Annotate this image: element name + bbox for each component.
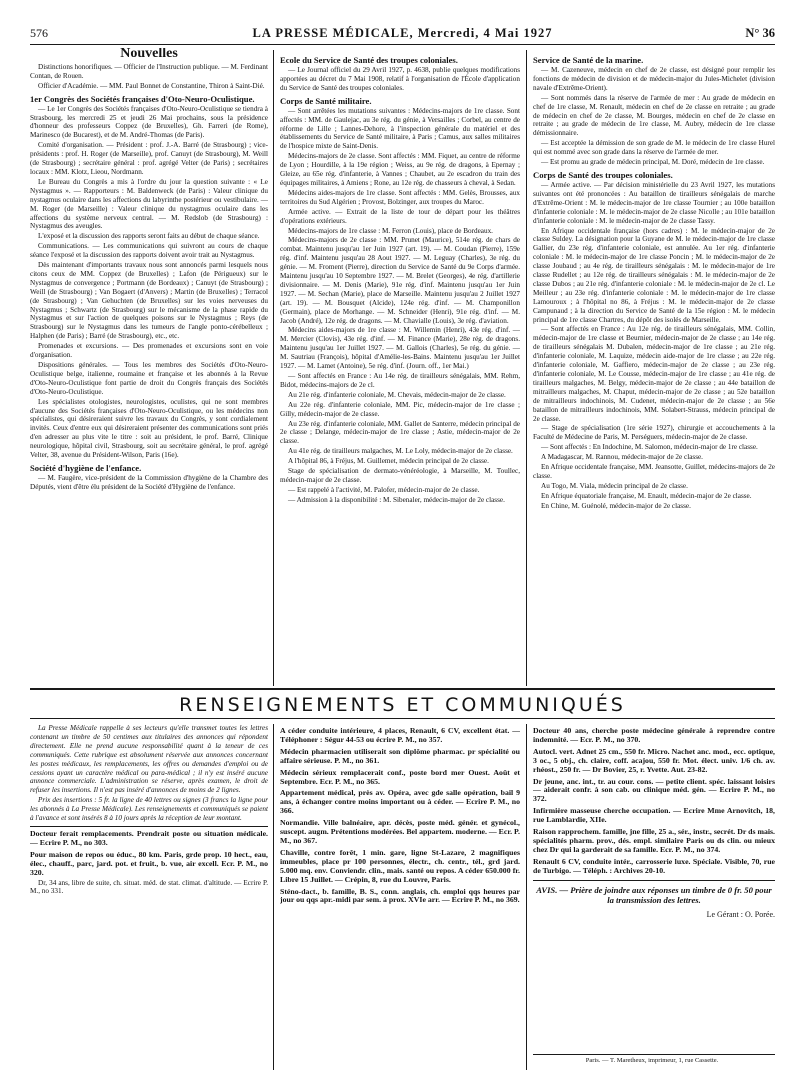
renseignements-column-1 [30,724,268,1070]
marine-paragraph: — M. Cazeneuve, médecin en chef de 2e classe, est désigné pour remplir les fonctions de médecin de division et de médecin-major du Jules-Michelet (division navale d'Extrême-Orient). [533,66,775,92]
column-marine-coloniales [533,52,775,688]
classified-ad: Médecin sérieux remplacerait conf., poste bord mer Ouest. Août et Septembre. Ecr. P. M., no 365. [280,767,520,786]
column-nouvelles [30,48,268,688]
classified-ad: Infirmière masseuse cherche occupation. — Ecrire Mme Arnovitch, 18, rue Lamblardie, XIIe. [533,806,775,825]
avis-notice: AVIS. — Prière de joindre aux réponses un timbre de 0 fr. 50 pour la transmission des lettres. [536,884,772,905]
section-rule [30,688,775,690]
corps-paragraph: Médecins-majors de 1re classe : M. Ferron (Louis), place de Bordeaux. [288,226,493,235]
issue-number: N° 36 [745,26,775,40]
column-divider [273,724,274,1070]
coloniales-heading: Corps de Santé des troupes coloniales. [533,169,673,180]
hygiene-heading: Société d'hygiène de l'enfance. [30,462,142,473]
corps-paragraph: — Est rappelé à l'activité, M. Palofer, médecin-major de 2e classe. [288,485,480,494]
classified-ad: Normandie. Ville balnéaire, apr. décès, poste méd. génér. et gynécol., suscept. augm. Prétentions modérées. Bel appartem. moderne. — Ecr. P. M., no 367. [280,818,520,845]
classified-ad: Autocl. vert. Adnet 25 cm., 550 fr. Micro. Nachet anc. mod., ecc. optique, 3 oc., 5 obj., ch. claire, coff. acajou, 550 fr. Mot. élect. univ. 1/6 ch. av. rhéost., 250 fr. — Dr Bovier, 25, r. Yvette. Aut. 23-82. [533,746,775,774]
classified-ad: Renault 6 CV, conduite intér., carrosserie luxe. Spéciale. Visible, 70, rue de Turbigo. — Téléph. : Archives 20-10. [533,856,775,875]
corps-paragraph: Au 21e rég. d'infanterie coloniale, M. Chevais, médecin-major de 2e classe. [288,390,506,399]
corps-paragraph: A l'hôpital 86, à Fréjus, M. Guillemet, médecin principal de 2e classe. [288,457,489,466]
distinctions-text: Distinctions honorifiques. — Officier de l'Instruction publique. — M. Ferdinant Contan, de Rouen. [30,62,268,80]
renseignements-column-2 [280,724,520,1070]
corps-paragraph: Médecins aides-majors de 1re classe. Sont affectés : MM. Gelès, Brousses, aux territoires du Sud Algérien ; Provost, Bolzinger, aux troupes du Maroc. [280,188,520,206]
classified-ad: Docteur 40 ans, cherche poste médecine générale à reprendre contre indemnité. — Ecr. P. M., no 370. [533,726,775,744]
corps-paragraph: Armée active. — Extrait de la liste de tour de départ pour les théâtres d'opérations extérieurs. [280,207,520,225]
coloniales-paragraph: — Armée active. — Par décision ministérielle du 23 Avril 1927, les mutations suivantes ont été prononcées : Au bataillon de tirailleurs sénégalais de marche d'Extrême-Orient : M. le médecin-major de 1re classe Tournier ; au 100e bataillon d'infanterie coloniale : M. le médecin-major de 2e classe Nicolle ; au 101e bataillon d'infanterie coloniale : M. le médecin-major de 2e classe Tassy. [533,180,775,225]
corps-paragraph: Au 41e rég. de tirailleurs malgaches, M. Le Loly, médecin-major de 2e classe. [288,447,513,456]
corps-paragraph: Médecins-majors de 2e classe. Sont affectés : MM. Fiquet, au centre de réforme de Lyon ; Hourdille, à la 19e région ; Weiss, au 9e rég. de dragons, à Epernay ; Gleize, au 65e rég. d'infanterie, à Vannes ; Chaubet, au 2e escadron du train des équipages militaires, à Amiens ; Rone, au 12e rég. de chasseurs à cheval, à Sedan. [280,152,520,187]
congres-paragraph: Le Bureau du Congrès a mis à l'ordre du jour la question suivante : « Le Nystagmus ». — Rapporteurs : M. Baldenweck (de Paris) : Valeur clinique du nystagmus oculaire dans les affections du labyrinthe postérieur ou vestibulaire. — M. Roger (de Marseille) : Valeur clinique du nystagmus oculaire dans les affections du système nerveux central. — M. Redslob (de Strasbourg) : Nystagmus des aveugles. [30,177,268,231]
corps-paragraph: — Sont arrêtées les mutations suivantes : Médecins-majors de 1re classe. Sont affectés : MM. de Gaulejac, au 3e rég. du génie, à Versailles ; Corbel, au centre de réforme de Lille ; Lannes-Dehore, à l'inspection générale du matériel et des établissements du Service de Santé militaire, à Paris ; Camus, aux salles militaires de l'hospice mixte de Saint-Denis. [280,106,520,151]
section-title-nouvelles: Nouvelles [120,48,178,61]
classified-ad: Sténo-dact., b. famille, B. S., conn. anglais, ch. emploi qqs heures par jour ou qqs apr.-midi par sem. à prox. XVIe arr. — Ecrire P. M., no 369. [280,886,520,905]
classified-ad: Dr jeune, anc. int., tr. au cour. cons. — petite client. spéc. laissant loisirs — aiderait confr. à son cab. ou clinique méd. gén. — Ecrire P. M., no 372. [533,776,775,804]
column-divider [526,724,527,1070]
coloniales-paragraph: En Afrique occidentale française, MM. Jeansotte, Guillet, médecins-majors de 2e classe. [533,463,775,480]
corps-militaire-heading: Corps de Santé militaire. [280,95,372,106]
section-rule [30,718,775,719]
corps-paragraph: Stage de spécialisation de dermato-vénéréologie, à Marseille, M. Toullec, médecin-major de 2e classe. [280,467,520,484]
header-rule [30,44,775,45]
classified-ad: Médecin pharmacien utiliserait son diplôme pharmac. pr spécialité ou affaire sérieuse. P. M., no 361. [280,746,520,765]
classified-ad: A céder conduite intérieure, 4 places, Renault, 6 CV, excellent état. — Téléphoner : Ségur 44-53 ou écrire P. M., no 357. [280,726,520,744]
column-sante-militaire [280,52,520,688]
classified-ad: Dr, 34 ans, libre de suite, ch. situat. méd. de stat. climat. d'altitude. — Ecrire P. M., no 331. [30,878,268,896]
coloniales-paragraph: — Sont affectés : En Indochine, M. Salomon, médecin-major de 1re classe. [541,443,758,452]
marine-paragraph: — Est promu au grade de médecin principal, M. Doré, médecin de 1re classe. [541,158,765,167]
renseignements-prix: Prix des insertions : 5 fr. la ligne de 40 lettres ou signes (3 francs la ligne pour les abonnés à La Presse Médicale). Les renseignements et communiqués se paient à l'avance et sont insérés 8 à 10 jours après la réception de leur montant. [30,796,268,823]
gerant-signature: Le Gérant : O. Porée. [706,909,775,919]
congres-paragraph: Promenades et excursions. — Des promenades et excursions sont en voie d'organisation. [30,342,268,360]
corps-paragraph: — Admission à la disponibilité : M. Sibenaler, médecin-major de 2e classe. [288,495,505,504]
classified-ad: Appartement médical, près av. Opéra, avec gde salle opération, bail 9 ans, à échanger contre moins important ou à céder. — Ecrire P. M., no 366. [280,788,520,816]
renseignements-title: RENSEIGNEMENTS ET COMMUNIQUÉS [179,694,626,716]
avis-rule [533,880,775,881]
coloniales-paragraph: — Sont affectés en France : Au 12e rég. de tirailleurs sénégalais, MM. Collin, médecin-major de 1re classe et Beurnier, médecin-major de 2e classe ; au 14e rég. de tirailleurs sénégalais M. Dubalen, médecin-major de 1re classe ; au 21e rég. d'infanterie coloniale, M. Laquize, médecin aide-major de 1re classe ; au 22e rég. d'infanterie coloniale, M. Gaffiero, médecin-major de 2e classe ; au 23e rég. d'infanterie coloniale, M. Le Cousse, médecin-major de 1re classe ; au 41e rég. de tirailleurs malgaches, M. Belgy, médecin-major de 2e classe ; au 44e bataillon de mitrailleurs malgaches, M. Chaput, médecin-major de 2e classe ; au 52e bataillon de mitrailleurs indochinois, M. Cudenet, médecin-major de 2e classe ; au 56e bataillon de mitrailleurs indochinois, MM. Solabert-Strauss, médecin principal de 2e classe. [533,325,775,423]
corps-paragraph: Au 22e rég. d'infanterie coloniale, MM. Pic, médecin-major de 1re classe ; Gilly, médecin-major de 2e classe. [280,400,520,418]
congres-heading: 1er Congrès des Sociétés françaises d'Oto-Neuro-Oculistique. [30,93,255,104]
renseignements-intro: La Presse Médicale rappelle à ses lecteurs qu'elle transmet toutes les lettres contenant un timbre de 50 centimes aux titulaires des annonces qui répondent directement. Elle ne prend aucune responsabilité quant à la teneur de ces communiqués. Cette rubrique est absolument réservée aux annonces concernant les postes médicaux, les remplacements, les offres ou demandes d'emploi ou de cessions ayant un caractère médical ou para-médical ; il n'y est inséré aucune annonce commerciale. L'administration se réserve, après examen, le droit de refuser les insertions. Il n'est pas inséré d'annonces de moins de 2 lignes. [30,724,268,795]
distinctions-text-2: Officier d'Académie. — MM. Paul Bonnet de Constantine, Thiron à Saint-Dié. [38,81,265,90]
classified-ad: Docteur ferait remplacements. Prendrait poste ou situation médicale. — Ecrire P. M., no 303. [30,828,268,847]
column-divider [526,50,527,686]
marine-heading: Service de Santé de la marine. [533,55,644,65]
imprimeur-line: Paris. — T. Maretheux, imprimeur, 1, rue Cassette. [585,1057,719,1064]
congres-paragraph: Dès maintenant d'importants travaux nous sont annoncés parmi lesquels nous citons ceux de MM. Coppez (de Bruxelles) ; Lafon (de Périgueux) sur le Nystagmus de convergence ; Portmann (de Bordeaux) ; Canuyt (de Strasbourg) ; Weill (de Strasbourg) ; Van Bogaert (d'Anvers) ; Martin (de Bruxelles) ; Terracol (de Strasbourg) ; Van Gehuchten (de Bruxelles) sur les voies nerveuses du Nystagmus ; Schwartz (de Strasbourg) sur le mécanisme de la phase rapide du Nystagmus et sur l'action de quelques poisons sur le Nystagmus ; Reys (de Strasbourg) sur le Nystagmus dans les tumeurs de l'angle ponto-cérébelleux ; Halphen (de Paris) ; Barré (de Strasbourg), etc., etc. [30,261,268,341]
coloniales-paragraph: En Chine, M. Guénolé, médecin-major de 2e classe. [541,501,691,510]
classified-ad: Chaville, contre forêt, 1 min. gare, ligne St-Lazare, 2 magnifiques immeubles, place pr 100 personnes, électr., ch. centr., tél., grd jard. 5.000 mq. env. Conviendr. clin., mais. santé ou repos. A céder 650.000 fr. Libre 15 Juillet. — Crépin, 8, rue du Louvre, Paris. [280,847,520,884]
congres-paragraph: Dispositions générales. — Tous les membres des Sociétés d'Oto-Neuro-Oculistique belge, italienne, roumaine et française et les abonnés à la Revue d'Oto-Neuro-Oculistique font partie de droit du Congrès français des Sociétés d'Oto-Neuro-Oculistique. [30,361,268,396]
ads-rule [30,826,268,827]
page-number: 576 [30,26,48,40]
classified-ad: Pour maison de repos ou éduc., 80 km. Paris, grde prop. 10 hect., eau, élec., chauff., parc, jard. pot. et fruit., b. vue, air excell. Ecr. P. M., no 320. [30,849,268,877]
coloniales-paragraph: A Madagascar, M. Rannou, médecin-major de 2e classe. [541,453,703,462]
corps-paragraph: Médecins aides-majors de 1re classe : M. Willemin (Henri), 43e rég. d'inf. — M. Mercier (Clovis), 43e rég. d'inf. — M. Finance (Marie), 28e rég. de dragons. Maintenu jusqu'au 1er Juillet 1927. — M. Gallois (Charles), 5e rég. du génie. — M. Sautriau (François), hôpital d'Amélie-les-Bains. Maintenu jusqu'au 1er Juillet 1927. — M. Lamet (Antoine), 5e rég. d'inf. (Journ. off., 1er Mai.) [280,326,520,371]
journal-title: LA PRESSE MÉDICALE, Mercredi, 4 Mai 1927 [252,26,553,40]
coloniales-paragraph: Au Togo, M. Viala, médecin principal de 2e classe. [541,481,688,490]
corps-paragraph: — Sont affectés en France : Au 14e rég. de tirailleurs sénégalais, MM. Rehm, Bidot, médecins-majors de 2e cl. [280,372,520,389]
congres-paragraph: Les spécialistes otologistes, neurologistes, oculistes, qui ne sont membres d'aucune des Sociétés françaises d'Oto-Neuro-Oculistique, ou les médecins non spécialistes, qui désireraient suivre les travaux du Congrès, y sont cordialement invités. Ceux d'entre eux qui désireraient présenter des communications sont priés d'en adresser au plus vite le titre : soit au président, le prof. Barré, Clinique neurologique, hôpital civil, Strasbourg, soit au secrétaire général, le prof. agrégé Velter, 38, avenue du Président-Wilson, Paris (16e). [30,397,268,460]
hygiene-text: — M. Faugère, vice-président de la Commission d'hygiène de la Chambre des Députés, vient d'être élu président de la Société d'Hygiène de l'enfance. [30,473,268,491]
coloniales-paragraph: — Stage de spécialisation (1re série 1927), chirurgie et accouchements à la Faculté de Médecine de Paris, M. Perséguers, médecin-major de 2e classe. [533,424,775,442]
congres-paragraph: — Le 1er Congrès des Sociétés françaises d'Oto-Neuro-Oculistique se tiendra à Strasbourg, les mercredi 25 et jeudi 26 Mai prochains, sous la présidence d'honneur des professeurs Coppez (de Bruxelles), Gh. Farreri (de Rome), Marinesco (de Bucarest), et de M. André-Thomas (de Paris). [30,104,268,140]
congres-paragraph: L'exposé et la discussion des rapports seront faits au début de chaque séance. [38,232,260,241]
page-header [30,26,775,42]
coloniales-paragraph: En Afrique occidentale française (hors cadres) : M. le médecin-major de 2e classe Suldey. La désignation pour la Guyane de M. le médecin-major de 1re classe Gallier, du 23e rég. d'infanterie coloniale, est annulée. Au 1er rég. d'infanterie coloniale : M. le médecin-major de 1re classe Poncin ; M. le médecin-major de 2e classe Joubaud ; au 4e rég. de tirailleurs sénégalais : M. le médecin-major de 1re classe Rudellet ; au 12e rég. de tirailleurs sénégalais : M. le médecin-major de 2e classe Dubos ; au 21e rég. d'infanterie coloniale : M. le médecin-major de 2e cl. Le Meilleur ; au 23e rég. d'infanterie coloniale : M. le médecin-major de 1re classe Lamouroux ; à l'hôpital no 86, à Fréjus : M. le médecin-major de 2e classe Campunaud ; à la direction du Service de Santé de la 15e région : M. le médecin principal de 1re classe Chartres, du dépôt des isolés de Marseille. [533,226,775,324]
ecole-heading: Ecole du Service de Santé des troupes coloniales. [280,55,458,65]
imprimeur-rule [533,1054,775,1055]
marine-paragraph: — Est acceptée la démission de son grade de M. le médecin de 1re classe Hurel qui est nommé avec son grade dans la réserve de l'armée de mer. [533,139,775,157]
coloniales-paragraph: En Afrique équatoriale française, M. Enault, médecin-major de 2e classe. [541,491,752,500]
marine-paragraph: — Sont nommés dans la réserve de l'armée de mer : Au grade de médecin en chef de 1re classe, M. Renault, médecin en chef de 2e classe en retraite ; au grade de médecin en chef de 2e classe, M. Bourges, médecin en chef de 2e classe en retraite ; au grade de médecin de 1re classe, M. Aubry, médecin de 1re classe démissionnaire. [533,93,775,138]
congres-paragraph: Communications. — Les communications qui suivront au cours de chaque séance l'exposé et la discussion des rapports doivent avoir trait au Nystagmus. [30,242,268,260]
column-divider [273,50,274,686]
congres-paragraph: Comité d'organisation. — Président : prof. J.-A. Barré (de Strasbourg) ; vice-présidents : prof. H. Roger (de Marseille), prof. Canuyt (de Strasbourg), M. Weill (de Strasbourg) ; secrétaire général : prof. agrégé Velter (de Paris) ; secrétaires locaux : MM. Klotz, Lieou, Nordmann. [30,141,268,176]
corps-paragraph: Au 23e rég. d'infanterie coloniale, MM. Gallet de Santerre, médecin principal de 2e classe ; Delange, médecin-major de 1re classe ; Astie, médecin-major de 2e classe. [280,419,520,446]
corps-paragraph: Médecins-majors de 2e classe : MM. Prunet (Maurice), 514e rég. de chars de combat. Maintenu jusqu'au 1er Juin 1927 (art. 19). — M. Coudan (Pierre), 159e rég. d'inf. Maintenu jusqu'au 28 Aout 1927. — M. Leguay (Charles), 3e rég. du génie. — M. Froment (Pierre), direction du Service de Santé du 9e Corps d'armée. Maintenu jusqu'au 10 Septembre 1927. — M. Brelet (Georges), 4e rég. d'artillerie divisionnaire. — M. Denis (Marie), 91e rég. d'inf. Maintenu jusqu'au 1er Juin 1927. — M. Sechan (Marie), place de Marseille. Maintenu jusqu'au 2 Juillet 1927 (art. 19). — M. Bousquet (Alcide), 124e rég. d'inf. — M. Champonillon (Germain), place de Morhange. — M. Schneider (Henri), 91e rég. d'inf. — M. Jacob (André), 12e rég. de dragons. — M. Chavialle (Louis), 3e rég. d'aviation. [280,236,520,325]
classified-ad: Raison rapprochem. famille, jne fille, 25 a., sér., instr., secrét. Dr ds mais. spécialités pharm. prov., dés. empl. similaire Paris ou ds clin. ou mieux chez Dr qui la garderait de sa famille. Ecr. P. M., no 374. [533,827,775,854]
renseignements-column-3 [533,724,775,1054]
ecole-text: — Le Journal officiel du 29 Avril 1927, p. 4638, publie quelques modifications apportées au décret du 7 Mai 1908, relatif à l'organisation de l'École d'application du Service de Santé des troupes coloniales. [280,66,520,92]
